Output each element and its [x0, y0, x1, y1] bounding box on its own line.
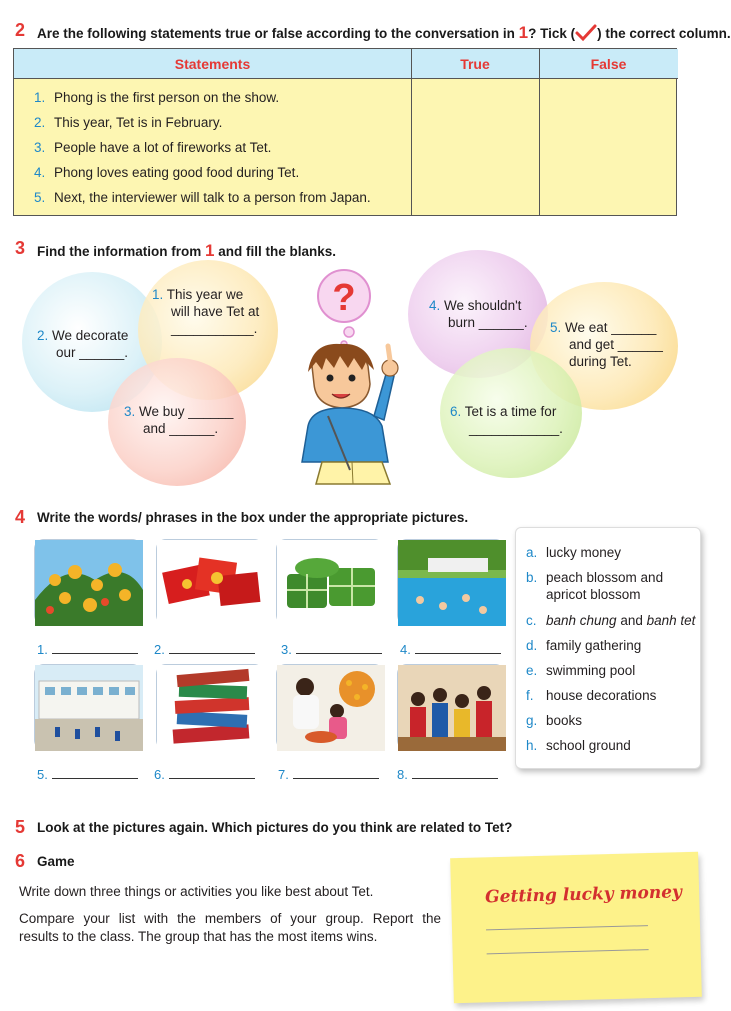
row-text: Phong loves eating good food during Tet.	[54, 165, 300, 180]
picture-family-gathering	[397, 664, 505, 750]
word-text: family gathering	[546, 638, 642, 653]
blank-item-5	[550, 319, 663, 370]
blank-line[interactable]	[293, 769, 379, 779]
answer-blank[interactable]	[154, 767, 255, 782]
item-line: during Tet.	[569, 354, 632, 369]
ex2-heading-a: Are the following statements true or false according to the conversation in	[37, 26, 515, 41]
blank-line[interactable]	[52, 769, 138, 779]
row-text: Phong is the first person on the show.	[54, 90, 280, 105]
note-line[interactable]	[487, 949, 649, 954]
ex3-heading	[37, 241, 336, 261]
word-text: peach blossom and	[546, 570, 664, 585]
item-line: This year we	[166, 287, 244, 302]
item-line: will have Tet at	[171, 304, 260, 319]
question-mark-icon: ?	[332, 277, 356, 319]
item-number: 4.	[429, 298, 441, 313]
blank-line[interactable]	[169, 769, 255, 779]
statements-table	[13, 48, 677, 216]
table-row	[34, 115, 222, 130]
picture-books	[156, 664, 264, 750]
item-number: 5.	[550, 320, 562, 335]
blank-item-3	[124, 403, 233, 437]
word-letter: d.	[526, 638, 538, 653]
row-number: 2.	[34, 115, 46, 130]
ex2-heading-b: ? Tick (	[528, 26, 576, 41]
word-item	[526, 569, 663, 603]
item-number: 6.	[450, 404, 462, 419]
blank-item-1	[152, 286, 259, 337]
ex2-number: 2	[15, 20, 26, 40]
blank-item-4	[429, 297, 528, 331]
picture-lucky-money	[156, 539, 264, 625]
word-text: house decorations	[546, 688, 657, 703]
item-line: We shouldn't	[444, 298, 522, 313]
ex3-ref-number: 1	[205, 241, 215, 260]
picture-swimming-pool	[397, 539, 505, 625]
table-row	[34, 190, 371, 205]
blank-number: 3.	[281, 642, 292, 657]
row-number: 3.	[34, 140, 46, 155]
item-line: We buy ______	[139, 404, 234, 419]
word-text: school ground	[546, 738, 631, 753]
row-number: 5.	[34, 190, 46, 205]
word-text: banh chung	[546, 613, 617, 628]
picture-banh-chung	[276, 539, 384, 625]
ex2-heading	[37, 23, 731, 43]
item-line: ____________.	[469, 421, 563, 436]
ex6-number: 6	[15, 851, 26, 871]
word-item	[526, 662, 635, 679]
answer-blank[interactable]	[278, 767, 379, 782]
ex6-instruction-line: Compare your list with the members of your group. Report the	[19, 911, 441, 926]
blank-number: 7.	[278, 767, 289, 782]
item-line: and ______.	[143, 421, 219, 436]
ex6-heading: Game	[37, 854, 75, 869]
blank-number: 1.	[37, 642, 48, 657]
blank-line[interactable]	[52, 644, 138, 654]
picture-peach-blossom	[34, 539, 142, 625]
word-letter: h.	[526, 738, 538, 753]
blank-number: 5.	[37, 767, 48, 782]
blank-number: 4.	[400, 642, 411, 657]
ex4-heading: Write the words/ phrases in the box under the appropriate pictures.	[37, 510, 469, 525]
answer-blank[interactable]	[37, 767, 138, 782]
item-number: 1.	[152, 287, 164, 302]
word-item	[526, 737, 631, 754]
blank-line[interactable]	[412, 769, 498, 779]
col-true: True	[411, 49, 539, 79]
row-number: 1.	[34, 90, 46, 105]
col-statements: Statements	[14, 49, 411, 79]
blank-number: 8.	[397, 767, 408, 782]
picture-house-decorations	[276, 664, 384, 750]
ex6-instruction-line: results to the class. The group that has the most items wins.	[19, 929, 378, 944]
answer-blank[interactable]	[154, 642, 255, 657]
item-line: We eat ______	[565, 320, 657, 335]
blank-line[interactable]	[169, 644, 255, 654]
word-letter: c.	[526, 613, 537, 628]
item-number: 2.	[37, 328, 49, 343]
word-text: lucky money	[546, 545, 622, 560]
ex5-number: 5	[15, 817, 26, 837]
answer-blank[interactable]	[397, 767, 498, 782]
word-text: apricot blossom	[546, 587, 641, 602]
table-row	[34, 165, 299, 180]
ex2-ref-number: 1	[518, 23, 529, 42]
ex3-number: 3	[15, 238, 26, 258]
word-text: swimming pool	[546, 663, 636, 678]
word-item	[526, 712, 582, 729]
blank-line[interactable]	[415, 644, 501, 654]
item-line: Tet is a time for	[464, 404, 557, 419]
row-number: 4.	[34, 165, 46, 180]
word-letter: g.	[526, 713, 538, 728]
word-letter: b.	[526, 570, 538, 585]
answer-blank[interactable]	[281, 642, 382, 657]
blank-number: 2.	[154, 642, 165, 657]
ex5-heading: Look at the pictures again. Which pictures do you think are related to Tet?	[37, 820, 513, 835]
row-text: Next, the interviewer will talk to a person from Japan.	[54, 190, 371, 205]
item-line: burn ______.	[448, 315, 528, 330]
ex3-heading-b: and fill the blanks.	[218, 244, 337, 259]
word-item	[526, 687, 656, 704]
word-item	[526, 612, 695, 629]
divider	[411, 49, 412, 215]
word-letter: a.	[526, 545, 538, 560]
ex3-heading-a: Find the information from	[37, 244, 202, 259]
divider	[539, 49, 540, 215]
note-line[interactable]	[486, 925, 648, 930]
blank-line[interactable]	[296, 644, 382, 654]
word-text: books	[546, 713, 583, 728]
word-box	[515, 527, 701, 769]
row-text: People have a lot of fireworks at Tet.	[54, 140, 272, 155]
word-text: banh tet	[646, 613, 696, 628]
word-text: and	[616, 613, 647, 628]
item-line: and get ______	[569, 337, 663, 352]
item-line: our ______.	[56, 345, 129, 360]
ex6-instruction-1: Write down three things or activities you like best about Tet.	[19, 884, 374, 899]
tick-icon	[575, 25, 597, 41]
table-row	[34, 140, 271, 155]
word-item	[526, 637, 641, 654]
blank-item-2	[37, 327, 128, 361]
word-item	[526, 544, 621, 561]
ex4-number: 4	[15, 507, 26, 527]
word-letter: e.	[526, 663, 538, 678]
blank-number: 6.	[154, 767, 165, 782]
thinking-boy-illustration	[282, 266, 412, 492]
table-row	[34, 90, 279, 105]
picture-school-ground	[34, 664, 142, 750]
ex6-instruction-2	[19, 910, 441, 946]
ex2-heading-c: ) the correct column.	[597, 26, 731, 41]
blank-item-6	[450, 403, 563, 437]
word-letter: f.	[526, 688, 534, 703]
item-line: ___________.	[171, 321, 258, 336]
col-false: False	[539, 49, 678, 79]
row-text: This year, Tet is in February.	[54, 115, 223, 130]
answer-blank[interactable]	[37, 642, 138, 657]
answer-blank[interactable]	[400, 642, 501, 657]
item-line: We decorate	[52, 328, 129, 343]
sticky-note	[450, 852, 702, 1003]
note-title: Getting lucky money	[484, 882, 683, 908]
item-number: 3.	[124, 404, 136, 419]
